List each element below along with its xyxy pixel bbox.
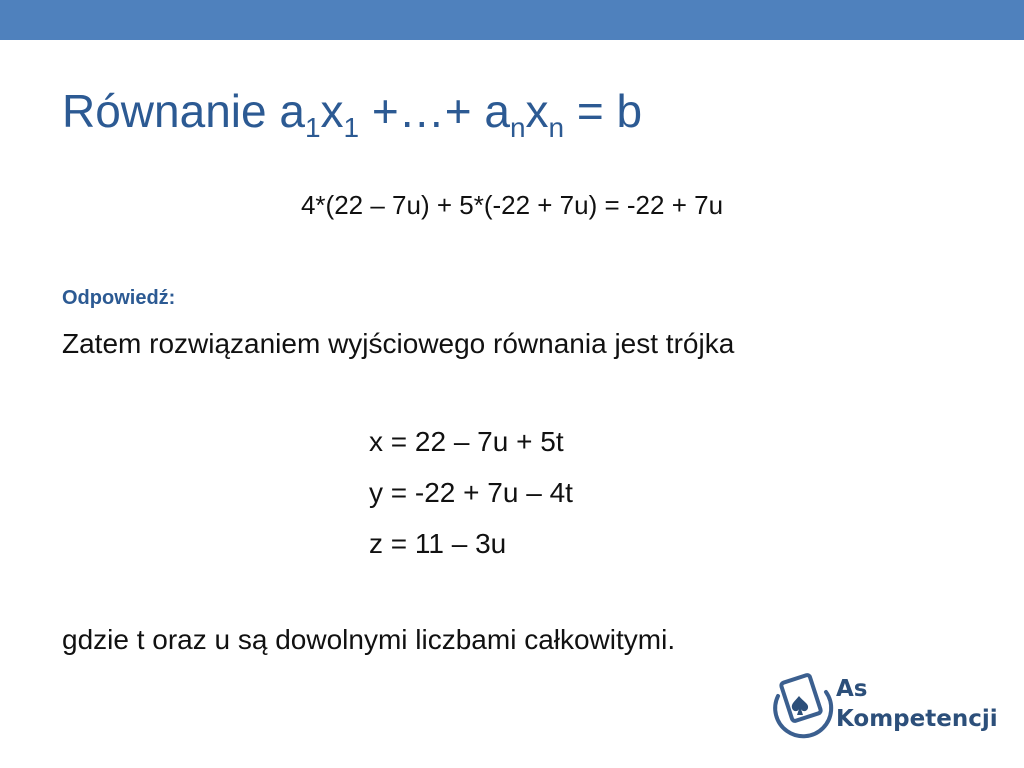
solution-z: z = 11 – 3u (369, 528, 507, 559)
answer-label: Odpowiedź: (62, 287, 176, 309)
logo-line-kompetencji: Kompetencji (836, 706, 998, 732)
solution-statement: Zatem rozwiązaniem wyjściowego równania jest trójka (62, 328, 735, 359)
slide-title: Równanie $a_1x_1$ +…+ $a_nx_n = b$ (62, 85, 643, 143)
equation-line: 4*(22 – 7u) + 5*(-22 + 7u) = -22 + 7u (300, 190, 724, 220)
solution-x: x = 22 – 7u + 5t (369, 426, 564, 457)
solution-y: y = -22 + 7u – 4t (369, 477, 573, 508)
spade-card-icon (768, 672, 834, 742)
as-kompetencji-logo (768, 672, 998, 742)
top-accent-bar (0, 0, 1024, 40)
logo-line-as: As (836, 676, 868, 702)
footnote: gdzie t oraz u są dowolnymi liczbami całkowitymi. (62, 624, 676, 655)
